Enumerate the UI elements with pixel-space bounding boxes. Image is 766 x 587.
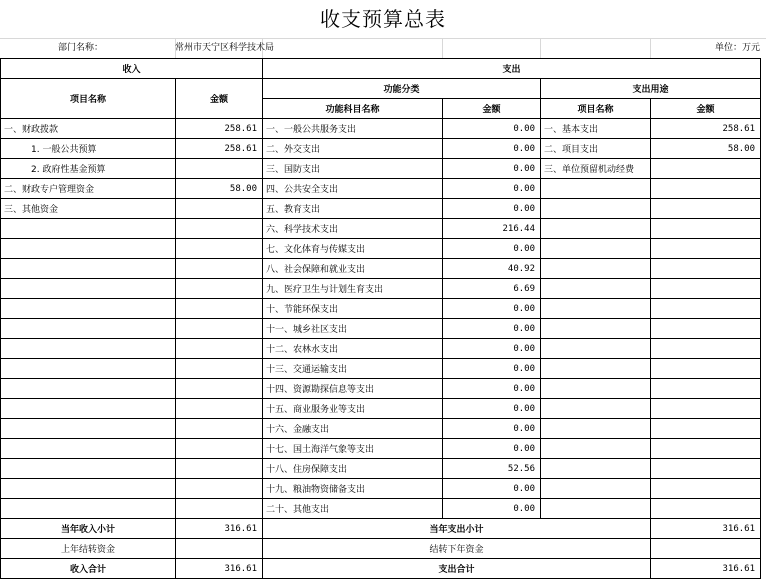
table-row [1,459,761,479]
income-item-amount [176,239,263,259]
usage-item-name [541,439,651,459]
usage-item-amount [651,259,761,279]
func-subject-amount: 0.00 [443,159,541,179]
income-item-amount [176,439,263,459]
income-item-name: 一、财政拨款 [1,119,176,139]
usage-item-name [541,399,651,419]
usage-item-amount [651,459,761,479]
func-subject-amount: 0.00 [443,419,541,439]
income-item-header: 项目名称 [1,79,176,119]
income-item-amount [176,459,263,479]
usage-item-amount: 258.61 [651,119,761,139]
dept-name: 常州市天宁区科学技术局 [175,43,275,53]
budget-table [0,58,761,579]
usage-item-amount [651,479,761,499]
usage-item-name [541,359,651,379]
table-row [1,319,761,339]
usage-item-amount [651,379,761,399]
table-row [1,119,761,139]
income-item-name [1,439,176,459]
func-subject-amount: 0.00 [443,119,541,139]
income-item-name: 2. 政府性基金预算 [1,159,176,179]
func-subject-amount: 0.00 [443,439,541,459]
table-row [1,299,761,319]
income-item-name [1,479,176,499]
income-item-name [1,279,176,299]
usage-item-name [541,419,651,439]
usage-item-amount [651,399,761,419]
table-row [1,419,761,439]
usage-item-name [541,219,651,239]
func-subject-name: 三、国防支出 [263,159,443,179]
income-item-name [1,319,176,339]
func-subject-amount: 0.00 [443,179,541,199]
table-row [1,159,761,179]
page-title: 收支预算总表 [320,7,446,31]
income-item-name: 三、其他资金 [1,199,176,219]
income-item-name [1,399,176,419]
table-row [1,339,761,359]
expense-total-value: 316.61 [651,559,761,579]
income-total-value: 316.61 [176,559,263,579]
usage-item-amount [651,179,761,199]
usage-item-header: 项目名称 [541,99,651,119]
func-subject-name: 二、外交支出 [263,139,443,159]
func-subject-amount: 40.92 [443,259,541,279]
income-item-name [1,379,176,399]
carryover-in-value [176,539,263,559]
meta-gridlines [0,38,766,59]
func-subject-name: 九、医疗卫生与计划生育支出 [263,279,443,299]
table-row [1,199,761,219]
income-item-amount [176,419,263,439]
income-subtotal-value: 316.61 [176,519,263,539]
usage-item-name [541,459,651,479]
expense-subtotal-value: 316.61 [651,519,761,539]
func-subject-name: 十八、住房保障支出 [263,459,443,479]
func-subject-amount: 0.00 [443,479,541,499]
func-subject-name: 十一、城乡社区支出 [263,319,443,339]
income-item-amount [176,159,263,179]
func-subject-name: 十九、粮油物资储备支出 [263,479,443,499]
table-row [1,439,761,459]
income-item-name [1,359,176,379]
usage-item-name [541,319,651,339]
func-subject-amount: 0.00 [443,399,541,419]
unit-label: 单位：万元 [714,43,760,53]
income-item-amount: 258.61 [176,119,263,139]
usage-item-name [541,299,651,319]
func-subject-amount: 0.00 [443,339,541,359]
income-item-name [1,259,176,279]
func-subject-amount: 0.00 [443,139,541,159]
usage-item-name: 二、项目支出 [541,139,651,159]
func-subject-name: 二十、其他支出 [263,499,443,519]
func-subject-name: 十二、农林水支出 [263,339,443,359]
func-subject-amount: 0.00 [443,299,541,319]
usage-item-name [541,379,651,399]
income-item-name [1,339,176,359]
income-item-amount [176,479,263,499]
carryover-in-label: 上年结转资金 [1,539,176,559]
func-subject-header: 功能科目名称 [263,99,443,119]
table-row [1,239,761,259]
table-row [1,259,761,279]
usage-item-name [541,239,651,259]
func-subject-name: 五、教育支出 [263,199,443,219]
usage-item-name [541,339,651,359]
income-item-amount [176,499,263,519]
func-subject-amount: 52.56 [443,459,541,479]
usage-item-amount [651,159,761,179]
usage-item-amount [651,239,761,259]
income-item-name [1,459,176,479]
income-item-name: 1. 一般公共预算 [1,139,176,159]
func-subject-amount: 0.00 [443,379,541,399]
usage-item-name [541,179,651,199]
income-item-amount [176,379,263,399]
usage-item-name [541,479,651,499]
income-item-name [1,419,176,439]
carryover-out-value [651,539,761,559]
func-subject-name: 十四、资源勘探信息等支出 [263,379,443,399]
income-item-name [1,299,176,319]
income-item-amount [176,299,263,319]
func-class-header: 功能分类 [263,79,541,99]
usage-item-amount [651,219,761,239]
usage-item-amount [651,359,761,379]
table-row [1,499,761,519]
income-item-amount [176,319,263,339]
func-subject-amount: 0.00 [443,499,541,519]
usage-item-amount [651,199,761,219]
income-item-name [1,239,176,259]
func-subject-amount: 0.00 [443,359,541,379]
usage-item-name [541,259,651,279]
income-item-amount: 258.61 [176,139,263,159]
income-item-name: 二、财政专户管理资金 [1,179,176,199]
dept-label: 部门名称： [58,43,104,53]
income-item-amount: 58.00 [176,179,263,199]
table-row [1,219,761,239]
usage-item-name: 一、基本支出 [541,119,651,139]
func-subject-name: 十五、商业服务业等支出 [263,399,443,419]
table-row [1,179,761,199]
table-row [1,379,761,399]
usage-item-name [541,499,651,519]
func-subject-name: 四、公共安全支出 [263,179,443,199]
func-subject-amount: 216.44 [443,219,541,239]
table-row [1,399,761,419]
usage-item-amount [651,319,761,339]
expense-header: 支出 [263,59,761,79]
income-item-amount [176,199,263,219]
table-row [1,139,761,159]
usage-amount-header: 金额 [651,99,761,119]
income-item-name [1,499,176,519]
usage-item-name: 三、单位预留机动经费 [541,159,651,179]
table-row [1,479,761,499]
func-amount-header: 金额 [443,99,541,119]
func-subject-name: 一、一般公共服务支出 [263,119,443,139]
income-item-amount [176,359,263,379]
usage-item-amount [651,439,761,459]
func-subject-name: 十三、交通运输支出 [263,359,443,379]
usage-item-amount [651,499,761,519]
usage-item-name [541,199,651,219]
func-subject-name: 六、科学技术支出 [263,219,443,239]
income-item-amount [176,339,263,359]
func-subject-amount: 6.69 [443,279,541,299]
func-subject-name: 十七、国土海洋气象等支出 [263,439,443,459]
usage-header: 支出用途 [541,79,761,99]
usage-item-amount: 58.00 [651,139,761,159]
income-amount-header: 金额 [176,79,263,119]
func-subject-name: 十、节能环保支出 [263,299,443,319]
table-row [1,279,761,299]
income-item-amount [176,279,263,299]
func-subject-amount: 0.00 [443,239,541,259]
income-item-amount [176,219,263,239]
income-item-amount [176,259,263,279]
income-subtotal-label: 当年收入小计 [1,519,176,539]
usage-item-amount [651,279,761,299]
carryover-out-label: 结转下年资金 [263,539,651,559]
table-row [1,359,761,379]
func-subject-name: 七、文化体育与传媒支出 [263,239,443,259]
expense-subtotal-label: 当年支出小计 [263,519,651,539]
func-subject-amount: 0.00 [443,319,541,339]
func-subject-name: 十六、金融支出 [263,419,443,439]
income-item-amount [176,399,263,419]
income-header: 收入 [1,59,263,79]
income-item-name [1,219,176,239]
usage-item-amount [651,339,761,359]
income-total-label: 收入合计 [1,559,176,579]
usage-item-name [541,279,651,299]
usage-item-amount [651,299,761,319]
func-subject-name: 八、社会保障和就业支出 [263,259,443,279]
func-subject-amount: 0.00 [443,199,541,219]
usage-item-amount [651,419,761,439]
expense-total-label: 支出合计 [263,559,651,579]
